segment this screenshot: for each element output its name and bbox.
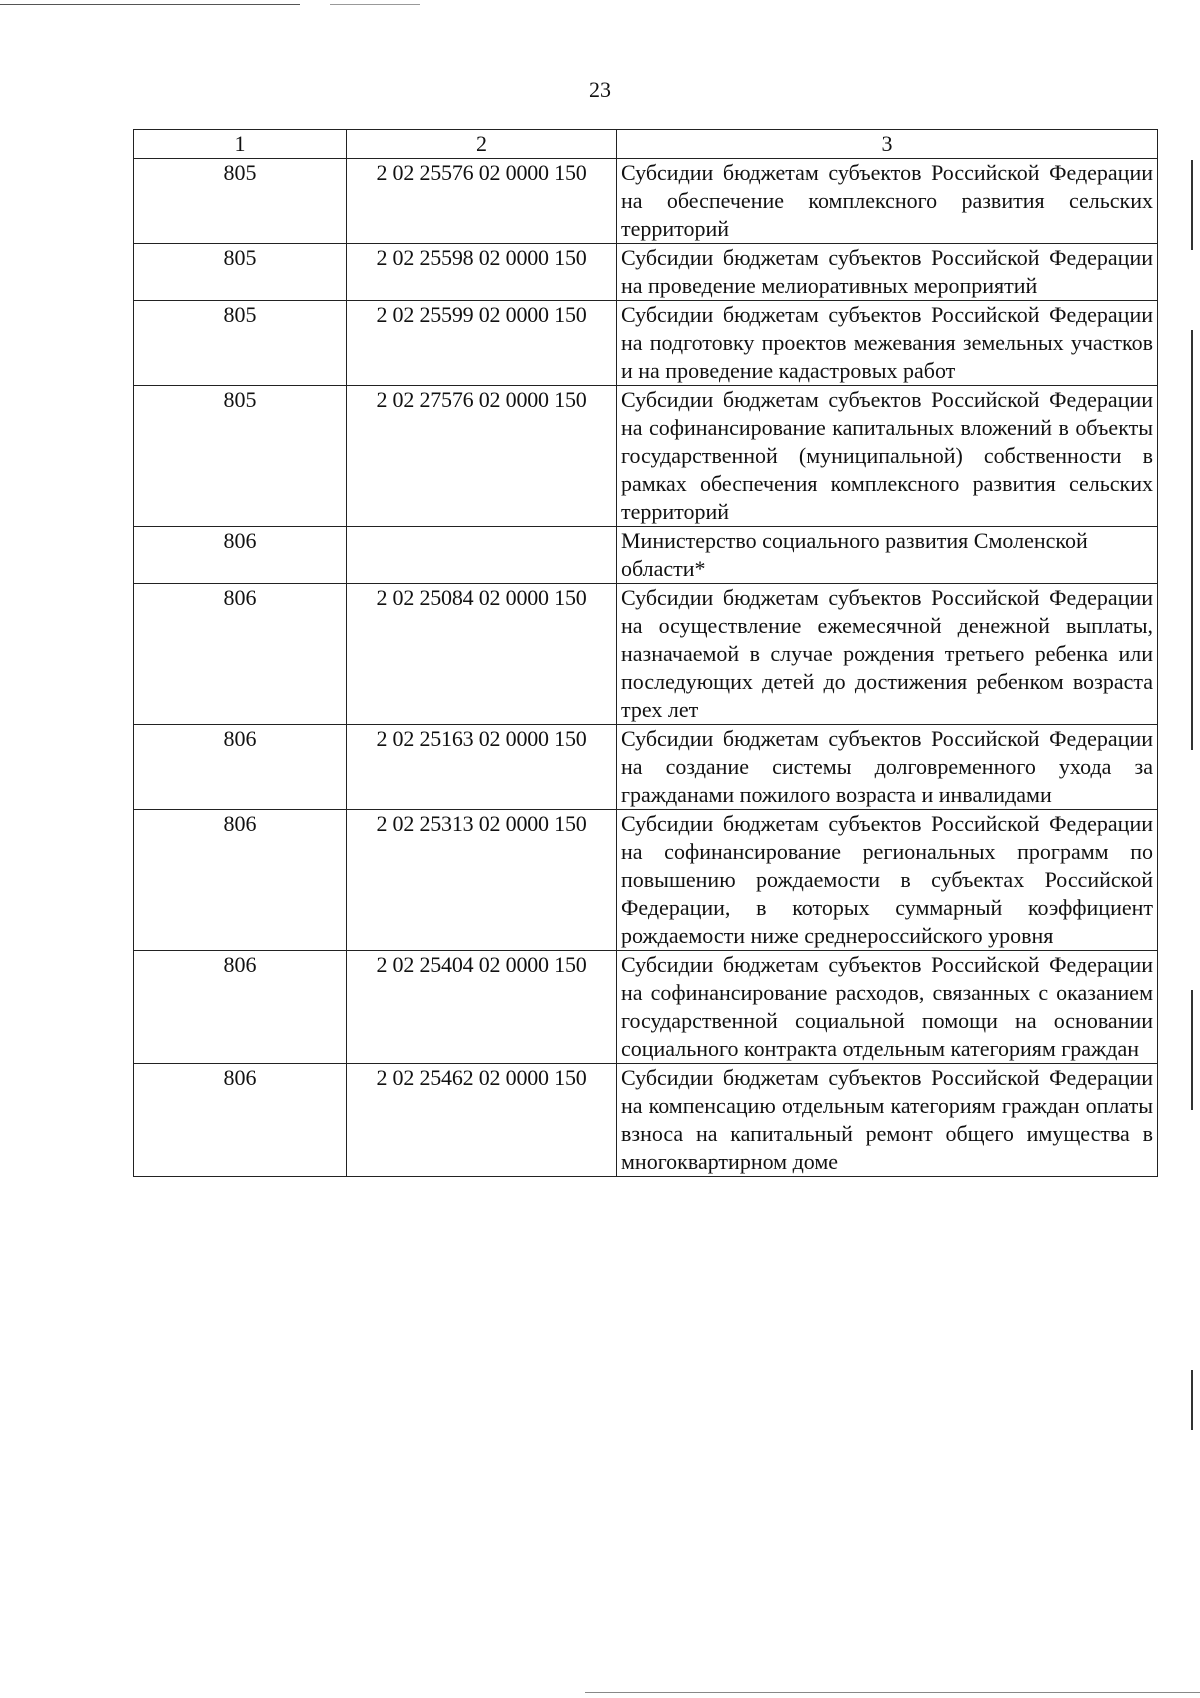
scan-artifact-right-edge xyxy=(1191,990,1193,1110)
description-cell: Субсидии бюджетам субъектов Российской Федерации на осуществление ежемесячной денежной выплаты, назначаемой в случае рождения третьего ребенка или последующих детей до достижения ребенком возраста трех лет xyxy=(617,584,1158,725)
description-cell: Субсидии бюджетам субъектов Российской Федерации на проведение мелиоративных мероприятий xyxy=(617,244,1158,301)
budget-code-cell: 2 02 25313 02 0000 150 xyxy=(347,810,617,951)
description-cell: Субсидии бюджетам субъектов Российской Федерации на софинансирование капитальных вложений в объекты государственной (муниципальной) собственности в рамках обеспечения комплексного развития сельских территорий xyxy=(617,386,1158,527)
budget-code-cell: 2 02 25576 02 0000 150 xyxy=(347,159,617,244)
admin-code-cell: 806 xyxy=(134,725,347,810)
table-row xyxy=(134,386,1158,527)
description-cell: Субсидии бюджетам субъектов Российской Федерации на софинансирование расходов, связанных с оказанием государственной социальной помощи на основании социального контракта отдельным категориям граждан xyxy=(617,951,1158,1064)
table-row xyxy=(134,810,1158,951)
table-header-row xyxy=(134,130,1158,159)
admin-code-cell: 806 xyxy=(134,527,347,584)
table-row xyxy=(134,527,1158,584)
description-cell: Министерство социального развития Смоленской области* xyxy=(617,527,1158,584)
budget-classification-table xyxy=(133,129,1158,1177)
table-row xyxy=(134,725,1158,810)
admin-code-cell: 805 xyxy=(134,159,347,244)
budget-code-cell xyxy=(347,527,617,584)
budget-code-cell: 2 02 25598 02 0000 150 xyxy=(347,244,617,301)
description-cell: Субсидии бюджетам субъектов Российской Федерации на компенсацию отдельным категориям граждан оплаты взноса на капитальный ремонт общего имущества в многоквартирном доме xyxy=(617,1064,1158,1177)
table-row xyxy=(134,1064,1158,1177)
budget-code-cell: 2 02 25462 02 0000 150 xyxy=(347,1064,617,1177)
budget-code-cell: 2 02 27576 02 0000 150 xyxy=(347,386,617,527)
table-row xyxy=(134,951,1158,1064)
table-row xyxy=(134,584,1158,725)
budget-code-cell: 2 02 25404 02 0000 150 xyxy=(347,951,617,1064)
scan-artifact-right-edge xyxy=(1191,1370,1193,1430)
description-cell: Субсидии бюджетам субъектов Российской Федерации на подготовку проектов межевания земельных участков и на проведение кадастровых работ xyxy=(617,301,1158,386)
budget-code-cell: 2 02 25599 02 0000 150 xyxy=(347,301,617,386)
scan-artifact-right-edge xyxy=(1191,330,1193,750)
scan-artifact-top xyxy=(330,4,420,5)
admin-code-cell: 806 xyxy=(134,810,347,951)
budget-code-cell: 2 02 25084 02 0000 150 xyxy=(347,584,617,725)
admin-code-cell: 806 xyxy=(134,584,347,725)
admin-code-cell: 805 xyxy=(134,301,347,386)
scan-artifact-right-edge xyxy=(1191,160,1193,250)
table-row xyxy=(134,244,1158,301)
description-cell: Субсидии бюджетам субъектов Российской Федерации на софинансирование региональных программ по повышению рождаемости в субъектах Российской Федерации, в которых суммарный коэффициент рождаемости ниже среднероссийского уровня xyxy=(617,810,1158,951)
page-number: 23 xyxy=(589,77,611,102)
scan-artifact-top xyxy=(0,4,300,5)
admin-code-cell: 805 xyxy=(134,244,347,301)
budget-code-cell: 2 02 25163 02 0000 150 xyxy=(347,725,617,810)
column-header-admin: 1 xyxy=(134,130,347,159)
table-row xyxy=(134,301,1158,386)
description-cell: Субсидии бюджетам субъектов Российской Федерации на обеспечение комплексного развития сельских территорий xyxy=(617,159,1158,244)
column-header-description: 3 xyxy=(617,130,1158,159)
admin-code-cell: 806 xyxy=(134,951,347,1064)
column-header-code: 2 xyxy=(347,130,617,159)
scan-artifact-bottom xyxy=(585,1692,1200,1693)
description-cell: Субсидии бюджетам субъектов Российской Федерации на создание системы долговременного ухода за гражданами пожилого возраста и инвалидами xyxy=(617,725,1158,810)
admin-code-cell: 805 xyxy=(134,386,347,527)
admin-code-cell: 806 xyxy=(134,1064,347,1177)
table-row xyxy=(134,159,1158,244)
